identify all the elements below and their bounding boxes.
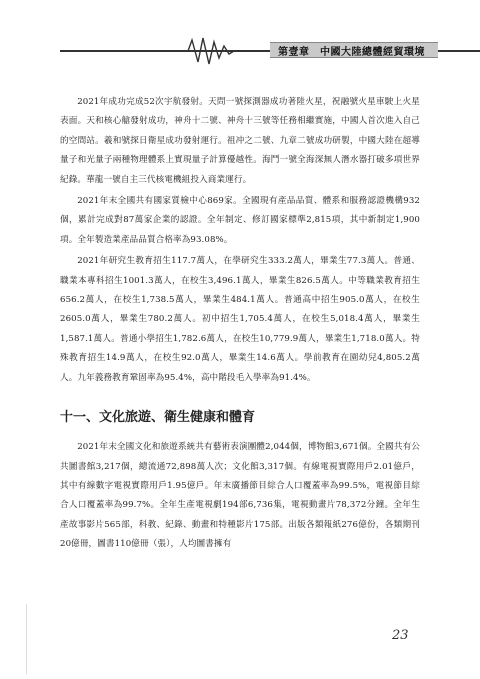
chapter-title: 第壹章 中國大陸總體經貿環境 bbox=[278, 47, 425, 58]
paragraph-space-tech: 2021年成功完成52次宇航發射。天問一號探測器成功著陸火星，祝融號火星車駛上火星表面。天和核心艙發射成功，神舟十二號、神舟十三號等任務相繼實施，中國人首次進入自己的空間站。羲和號探日衛星成功發射運行。祖冲之二號、九章二號成功研製，中國大陸在超導量子和光量子兩種物理體系上實現量子計算優越性。海鬥一號全海深無人潛水器打破多項世界紀錄。華龍一號自主三代核電機組投入商業運行。 bbox=[60, 97, 420, 185]
running-header bbox=[0, 0, 480, 70]
page-number: 23 bbox=[392, 628, 409, 643]
section-heading: 十一、文化旅遊、衛生健康和體育 bbox=[60, 410, 256, 426]
paragraph-quality: 2021年末全國共有國家質檢中心869家。全國現有產品品質、體系和服務認證機構932個，累計完成對87萬家企業的認證。全年制定、修訂國家標準2,815項，其中新制定1,900項。全年製造業產品品質合格率為93.08%。 bbox=[60, 196, 420, 245]
paragraph-education: 2021年研究生教育招生117.7萬人，在學研究生333.2萬人，畢業生77.3萬人。普通、職業本專科招生1001.3萬人，在校生3,496.1萬人，畢業生826.5萬人。中等職業教育招生656.2萬人，在校生1,738.5萬人，畢業生484.1萬人。普通高中招生905.0萬人，在校生2605.0萬人，畢業生780.2萬人。初中招生1,705.4萬人，在校生5,018.4萬人，畢業生1,587.1萬人。普通小學招生1,782.6萬人，在校生10,779.9萬人，畢業生1,718.0萬人。特殊教育招生14.9萬人，在校生92.0萬人，畢業生14.6萬人。學前教育在園幼兒4,805.2萬人。九年義務教育鞏固率為95.4%，高中階段毛入學率為91.4%。 bbox=[60, 256, 420, 383]
page-body bbox=[60, 93, 420, 555]
paragraph-culture: 2021年末全國文化和旅遊系統共有藝術表演團體2,044個，博物館3,671個。全國共有公共圖書館3,217個，總流通72,898萬人次；文化館3,317個。有線電視實際用戶2.01億戶，其中有線數字電視實際用戶1.95億戶。年末廣播節目綜合人口覆蓋率為99.5%，電視節目綜合人口覆蓋率為99.7%。全年生產電視劇194部6,736集，電視動畫片78,372分鐘。全年生產故事影片565部，科教、紀錄、動畫和特種影片175部。出版各類報紙276億份，各類期刊20億冊，圖書110億冊（張），人均圖書擁有 bbox=[60, 442, 420, 550]
heartbeat-ornament-icon bbox=[176, 36, 272, 66]
margin-rule bbox=[26, 604, 27, 674]
